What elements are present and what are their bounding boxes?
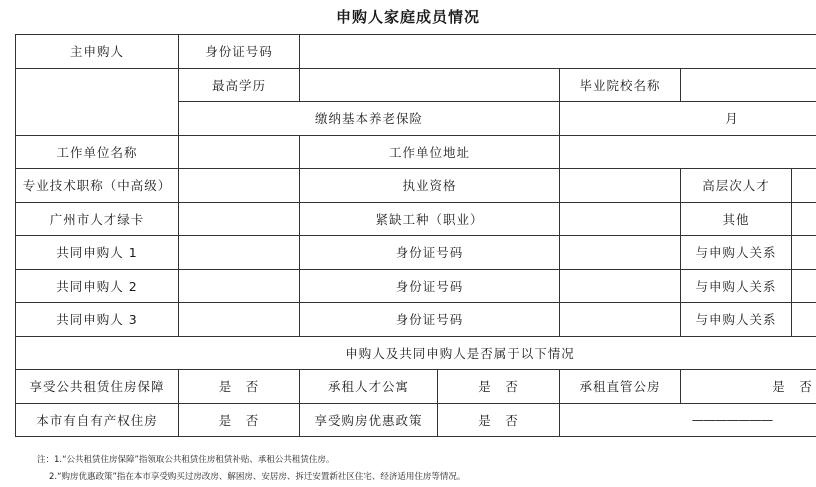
empty-dash-cell	[560, 403, 816, 437]
employer-address-label: 工作单位地址	[300, 135, 560, 169]
co-applicant-1-relation-label: 与申购人关系	[681, 236, 792, 270]
talent-green-card-label: 广州市人才绿卡	[16, 202, 179, 236]
co-applicant-3-relation-field[interactable]	[792, 303, 816, 337]
section-heading: 申购人及共同申购人是否属于以下情况	[16, 336, 816, 370]
table-row	[16, 303, 816, 337]
footnotes	[37, 452, 465, 486]
public-rental-yes-no[interactable]: 是 否	[179, 370, 300, 404]
co-applicant-2-relation-label: 与申购人关系	[681, 269, 792, 303]
practice-qualification-field[interactable]	[560, 169, 681, 203]
shortage-occupation-label: 紧缺工种（职业）	[300, 202, 560, 236]
public-rental-label: 享受公共租赁住房保障	[16, 370, 179, 404]
month-unit: 月	[725, 111, 739, 127]
owned-property-label: 本市有自有产权住房	[16, 403, 179, 437]
table-row	[16, 403, 816, 437]
preferential-policy-yes-no[interactable]: 是 否	[438, 403, 560, 437]
co-applicant-1-label: 共同申购人 1	[16, 236, 179, 270]
co-applicant-2-name-field[interactable]	[179, 269, 300, 303]
table-row	[16, 35, 816, 69]
employer-name-label: 工作单位名称	[16, 135, 179, 169]
main-applicant-name-field[interactable]	[16, 68, 179, 135]
dash-line: ———————	[691, 412, 773, 428]
co-applicant-3-id-field[interactable]	[560, 303, 681, 337]
owned-property-yes-no[interactable]: 是 否	[179, 403, 300, 437]
shortage-occupation-field[interactable]	[560, 202, 681, 236]
table-row	[16, 336, 816, 370]
co-applicant-1-relation-field[interactable]	[792, 236, 816, 270]
other-field[interactable]	[792, 202, 816, 236]
main-applicant-label: 主申购人	[16, 35, 179, 69]
graduate-school-field[interactable]	[681, 68, 816, 102]
pension-months-field[interactable]	[560, 102, 816, 136]
family-members-table	[15, 34, 816, 437]
talent-apartment-label: 承租人才公寓	[300, 370, 438, 404]
high-level-talent-label: 高层次人才	[681, 169, 792, 203]
pension-insurance-label: 缴纳基本养老保险	[179, 102, 560, 136]
high-level-talent-field[interactable]	[792, 169, 816, 203]
co-applicant-3-name-field[interactable]	[179, 303, 300, 337]
co-applicant-3-label: 共同申购人 3	[16, 303, 179, 337]
co-applicant-3-id-label: 身份证号码	[300, 303, 560, 337]
direct-public-housing-yes-no[interactable]: 是 否	[681, 370, 816, 404]
table-row	[16, 370, 816, 404]
preferential-policy-label: 享受购房优惠政策	[300, 403, 438, 437]
graduate-school-label: 毕业院校名称	[560, 68, 681, 102]
co-applicant-1-id-field[interactable]	[560, 236, 681, 270]
direct-public-housing-label: 承租直管公房	[560, 370, 681, 404]
table-row	[16, 135, 816, 169]
footnote-2: 2.“购房优惠政策”指在本市享受购买过房改房、解困房、安居房、拆迁安置新社区住宅、经济适用住房等情况。	[49, 472, 466, 482]
table-row	[16, 169, 816, 203]
professional-title-label: 专业技术职称（中高级）	[16, 169, 179, 203]
highest-education-field[interactable]	[300, 68, 560, 102]
co-applicant-2-id-field[interactable]	[560, 269, 681, 303]
main-applicant-id-field[interactable]	[300, 35, 816, 69]
co-applicant-1-name-field[interactable]	[179, 236, 300, 270]
table-row	[16, 68, 816, 102]
employer-address-field[interactable]	[560, 135, 816, 169]
talent-green-card-field[interactable]	[179, 202, 300, 236]
table-row	[16, 236, 816, 270]
form-title: 申购人家庭成员情况	[335, 8, 480, 26]
co-applicant-2-label: 共同申购人 2	[16, 269, 179, 303]
co-applicant-2-id-label: 身份证号码	[300, 269, 560, 303]
practice-qualification-label: 执业资格	[300, 169, 560, 203]
co-applicant-3-relation-label: 与申购人关系	[681, 303, 792, 337]
other-label: 其他	[681, 202, 792, 236]
footnote-1: 注：1.“公共租赁住房保障”指领取公共租赁住房租赁补贴、承租公共租赁住房。	[37, 455, 335, 465]
table-row	[16, 202, 816, 236]
employer-name-field[interactable]	[179, 135, 300, 169]
co-applicant-1-id-label: 身份证号码	[300, 236, 560, 270]
talent-apartment-yes-no[interactable]: 是 否	[438, 370, 560, 404]
highest-education-label: 最高学历	[179, 68, 300, 102]
professional-title-field[interactable]	[179, 169, 300, 203]
co-applicant-2-relation-field[interactable]	[792, 269, 816, 303]
id-number-label: 身份证号码	[179, 35, 300, 69]
table-row	[16, 269, 816, 303]
